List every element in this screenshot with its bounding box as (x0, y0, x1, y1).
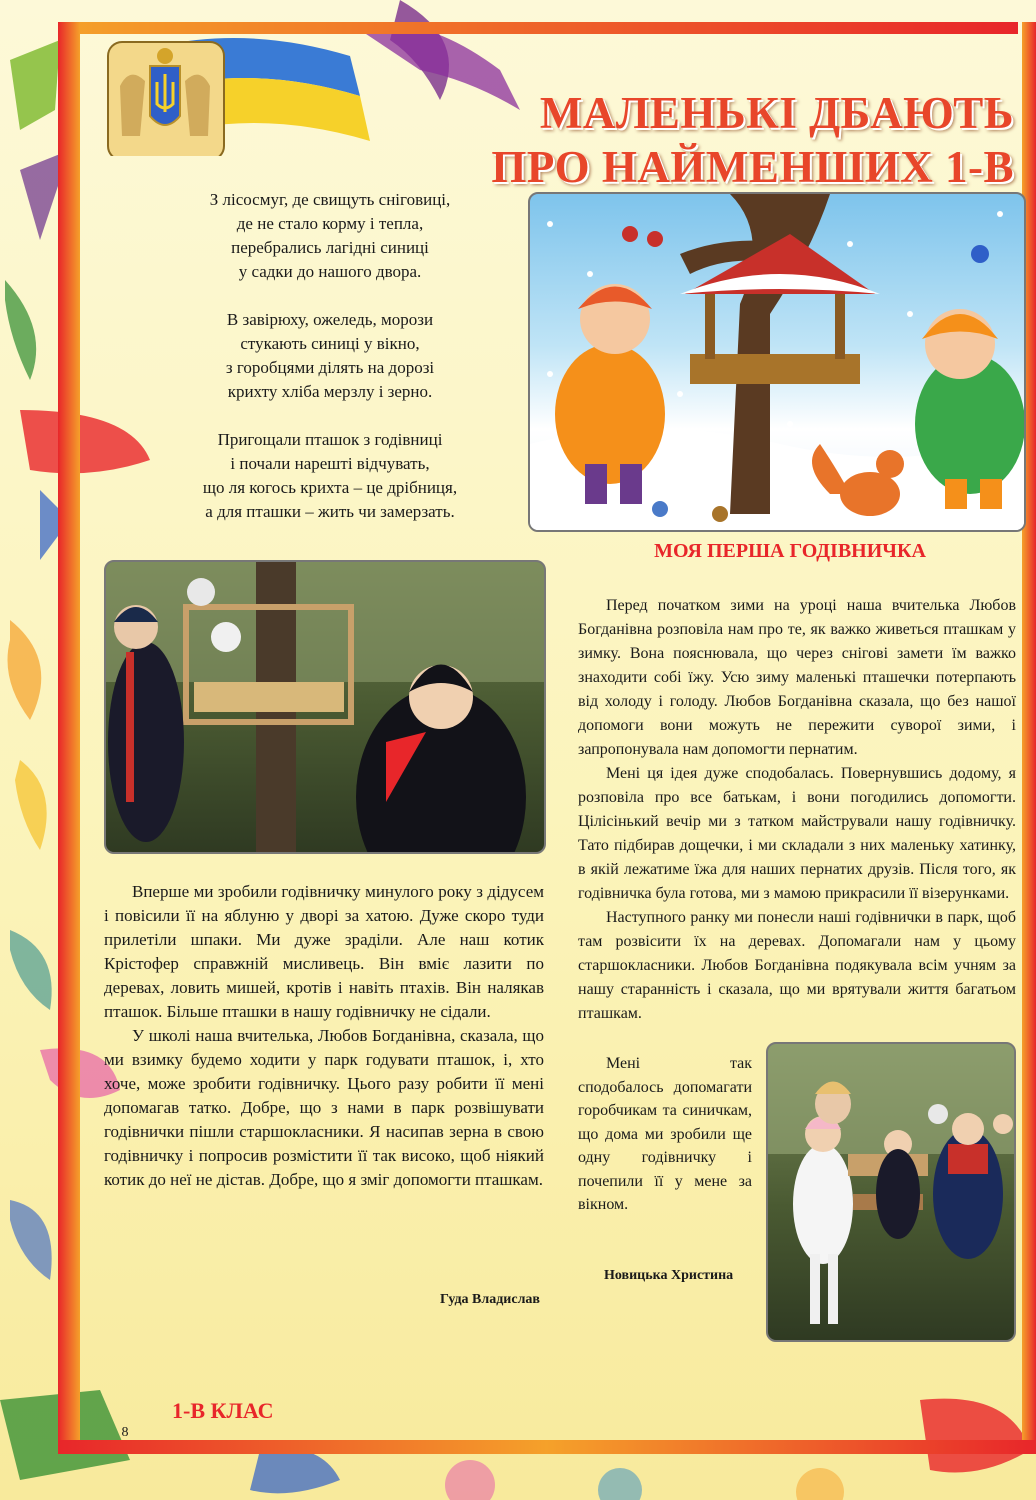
page-title-line-2: ПРО НАЙМЕНШИХ 1-В (491, 142, 1014, 192)
left-story-paragraph: У школі наша вчителька, Любов Богданівна, сказала, що ми взимку будемо ходити у парк годувати пташок, і, хто хоче, може зробити годівничку. Цього разу робити її мені допомагав татко. Добре, що з нами в парк розвішувати годівнички пішли старшокласники. Я насипав зерна в свою годівничку і попросив розмістити її так високо, щоб ніякий котик до неї не дістав. Добре, що я зміг допомогти пташкам. (104, 1026, 544, 1189)
winter-illustration (528, 192, 1026, 532)
frame-left (58, 22, 80, 1452)
poem-line: де не стало корму і тепла, (236, 214, 424, 233)
footer-class-label: 1-В КЛАС (172, 1398, 274, 1423)
poem-stanza-3 (140, 428, 520, 524)
poem-stanza-2 (140, 308, 520, 404)
flag-emblem (100, 26, 400, 156)
poem-line: перебрались лагідні синиці (231, 238, 429, 257)
right-story (578, 594, 1016, 1026)
right-story-tail (578, 1052, 752, 1217)
poem-line: що ля когось крихта – це дрібниця, (202, 478, 458, 497)
poem-line: Пригощали пташок з годівниці (217, 430, 443, 449)
poem-line: В завірюху, ожеледь, морози (226, 310, 434, 329)
right-story-paragraph: Перед початком зими на уроці наша вчителька Любов Богданівна розповіла нам про те, як важко живеться пташкам у зимку. Вона пояснювала, що через снігові замети їм важко знаходити собі їжу. Усю зиму маленькі пташечки потерпають від холоду і голоду. Любов Богданівна сказала, що без нашої допомоги вони можуть не пережити суворої зими, і запропонувала нам допомогти пернатим. (578, 597, 1016, 758)
page-number: 8 (121, 1425, 129, 1440)
left-story-paragraph: Вперше ми зробили годівничку минулого року з дідусем і повісили її на яблуню у дворі за хатою. Дуже скоро туди прилетіли шпаки. Ми дуже зраділи. Але наш котик Крістофер справжній мисливець. Він вміє лазити по деревах, ловить мишей, кротів і навіть птахів. Він налякав пташок. Більше пташки в нашу годівничку не сідали. (104, 882, 544, 1021)
right-author: Новицька Христина (604, 1268, 734, 1283)
article-subtitle: МОЯ ПЕРША ГОДІВНИЧКА (654, 540, 926, 562)
poem-line: З лісосмуг, де свищуть сніговиці, (209, 190, 451, 209)
photo-boy-with-feeder (104, 560, 546, 854)
poem-line: і почали нарешті відчувать, (230, 454, 430, 473)
poem (140, 188, 520, 548)
right-story-paragraph: Мені ця ідея дуже сподобалась. Повернувшись додому, я розповіла про все батькам, і вони погодились допомогти. Цілісінький вечір ми з татком майстрували нашу годівничку. Тато підбирав дощечки, і ми складали з них маленьку хатинку, в якій лежатиме їжа для наших пернатих друзів. Після того, як годівничка була готова, ми з мамою прикрасили її візерунками. (578, 765, 1016, 902)
poem-line: з горобцями ділять на дорозі (225, 358, 435, 377)
poem-line: а для пташки – жить чи замерзать. (205, 502, 455, 521)
poem-line: у садки до нашого двора. (238, 262, 422, 281)
right-story-tail-paragraph: Мені так сподобалось допомагати горобчикам та синичкам, що дома ми зробили ще одну годівничку і почепили її у мене за вікном. (578, 1055, 752, 1213)
left-story (104, 880, 544, 1192)
poem-stanza-1 (140, 188, 520, 284)
right-story-paragraph: Наступного ранку ми понесли наші годівнички в парк, щоб там розвісити їх на деревах. Допомагали нам у цьому старшокласники. Любов Богданівна подякувала всім учням за нашу старанність і сказала, що ми врятували життя багатьом пташкам. (578, 909, 1016, 1022)
page-title (414, 86, 1014, 194)
page-title-line-1: МАЛЕНЬКІ ДБАЮТЬ (539, 88, 1014, 138)
poem-line: крихту хліба мерзлу і зерно. (227, 382, 433, 401)
left-author: Гуда Владислав (439, 1292, 540, 1307)
photo-girl-with-feeder (766, 1042, 1016, 1342)
frame-bottom (58, 1440, 1036, 1454)
poem-line: стукають синиці у вікно, (240, 334, 420, 353)
